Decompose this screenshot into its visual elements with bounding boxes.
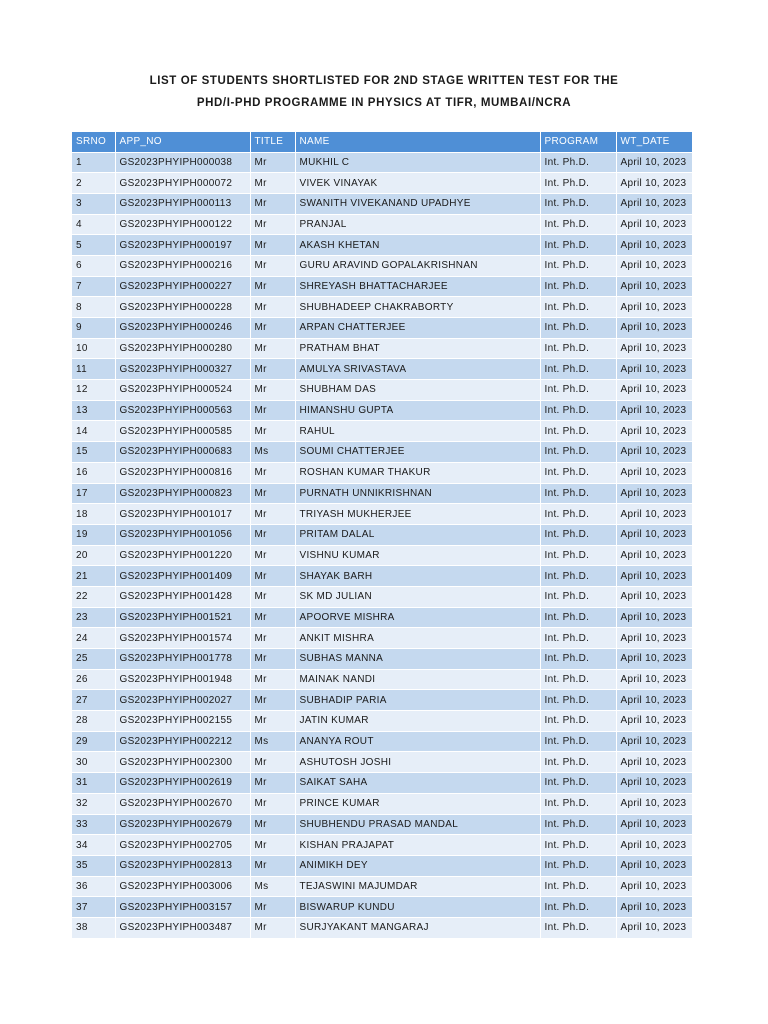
cell-wt-date: April 10, 2023: [616, 255, 692, 276]
cell-name: ARPAN CHATTERJEE: [295, 318, 540, 339]
cell-srno: 22: [72, 586, 115, 607]
cell-app-no: GS2023PHYIPH000816: [115, 462, 250, 483]
cell-name: TEJASWINI MAJUMDAR: [295, 876, 540, 897]
cell-title: Mr: [250, 566, 295, 587]
cell-program: Int. Ph.D.: [540, 669, 616, 690]
cell-name: BISWARUP KUNDU: [295, 897, 540, 918]
cell-title: Mr: [250, 504, 295, 525]
cell-srno: 16: [72, 462, 115, 483]
cell-title: Mr: [250, 690, 295, 711]
cell-wt-date: April 10, 2023: [616, 297, 692, 318]
cell-app-no: GS2023PHYIPH000228: [115, 297, 250, 318]
cell-srno: 1: [72, 152, 115, 173]
cell-program: Int. Ph.D.: [540, 524, 616, 545]
cell-wt-date: April 10, 2023: [616, 793, 692, 814]
cell-wt-date: April 10, 2023: [616, 917, 692, 938]
header-srno: SRNO: [72, 132, 115, 152]
table-row: [72, 566, 692, 587]
cell-program: Int. Ph.D.: [540, 628, 616, 649]
table-row: [72, 193, 692, 214]
table-row: [72, 607, 692, 628]
cell-app-no: GS2023PHYIPH000227: [115, 276, 250, 297]
table-row: [72, 773, 692, 794]
table-row: [72, 338, 692, 359]
cell-srno: 10: [72, 338, 115, 359]
cell-srno: 18: [72, 504, 115, 525]
cell-srno: 25: [72, 649, 115, 670]
cell-app-no: GS2023PHYIPH000038: [115, 152, 250, 173]
cell-srno: 26: [72, 669, 115, 690]
cell-program: Int. Ph.D.: [540, 897, 616, 918]
cell-title: Mr: [250, 607, 295, 628]
table-row: [72, 214, 692, 235]
cell-wt-date: April 10, 2023: [616, 524, 692, 545]
cell-title: Mr: [250, 338, 295, 359]
cell-app-no: GS2023PHYIPH001220: [115, 545, 250, 566]
cell-wt-date: April 10, 2023: [616, 276, 692, 297]
cell-name: KISHAN PRAJAPAT: [295, 835, 540, 856]
cell-srno: 36: [72, 876, 115, 897]
table-row: [72, 504, 692, 525]
cell-name: SHAYAK BARH: [295, 566, 540, 587]
cell-program: Int. Ph.D.: [540, 876, 616, 897]
cell-name: SOUMI CHATTERJEE: [295, 442, 540, 463]
cell-app-no: GS2023PHYIPH000280: [115, 338, 250, 359]
cell-srno: 5: [72, 235, 115, 256]
cell-wt-date: April 10, 2023: [616, 649, 692, 670]
cell-program: Int. Ph.D.: [540, 731, 616, 752]
header-title: TITLE: [250, 132, 295, 152]
cell-wt-date: April 10, 2023: [616, 359, 692, 380]
table-row: [72, 152, 692, 173]
cell-name: ANKIT MISHRA: [295, 628, 540, 649]
cell-app-no: GS2023PHYIPH001948: [115, 669, 250, 690]
cell-app-no: GS2023PHYIPH000122: [115, 214, 250, 235]
cell-title: Mr: [250, 318, 295, 339]
cell-title: Mr: [250, 400, 295, 421]
cell-program: Int. Ph.D.: [540, 318, 616, 339]
cell-wt-date: April 10, 2023: [616, 711, 692, 732]
table-row: [72, 255, 692, 276]
cell-app-no: GS2023PHYIPH002155: [115, 711, 250, 732]
cell-app-no: GS2023PHYIPH002813: [115, 855, 250, 876]
cell-srno: 35: [72, 855, 115, 876]
cell-srno: 4: [72, 214, 115, 235]
cell-name: PRANJAL: [295, 214, 540, 235]
cell-app-no: GS2023PHYIPH003157: [115, 897, 250, 918]
table-row: [72, 835, 692, 856]
cell-name: MUKHIL C: [295, 152, 540, 173]
cell-name: SUBHAS MANNA: [295, 649, 540, 670]
cell-title: Mr: [250, 814, 295, 835]
cell-title: Mr: [250, 235, 295, 256]
cell-name: APOORVE MISHRA: [295, 607, 540, 628]
shortlist-table: [72, 132, 693, 939]
cell-program: Int. Ph.D.: [540, 276, 616, 297]
cell-app-no: GS2023PHYIPH000823: [115, 483, 250, 504]
cell-srno: 34: [72, 835, 115, 856]
cell-title: Mr: [250, 669, 295, 690]
table-row: [72, 855, 692, 876]
cell-program: Int. Ph.D.: [540, 690, 616, 711]
header-name: NAME: [295, 132, 540, 152]
cell-wt-date: April 10, 2023: [616, 669, 692, 690]
cell-title: Mr: [250, 152, 295, 173]
cell-program: Int. Ph.D.: [540, 917, 616, 938]
cell-app-no: GS2023PHYIPH002300: [115, 752, 250, 773]
cell-title: Mr: [250, 835, 295, 856]
cell-program: Int. Ph.D.: [540, 173, 616, 194]
cell-wt-date: April 10, 2023: [616, 855, 692, 876]
cell-wt-date: April 10, 2023: [616, 214, 692, 235]
cell-srno: 15: [72, 442, 115, 463]
cell-srno: 38: [72, 917, 115, 938]
cell-wt-date: April 10, 2023: [616, 483, 692, 504]
cell-program: Int. Ph.D.: [540, 752, 616, 773]
cell-program: Int. Ph.D.: [540, 255, 616, 276]
table-body: [72, 152, 692, 938]
cell-program: Int. Ph.D.: [540, 152, 616, 173]
cell-srno: 7: [72, 276, 115, 297]
cell-name: SAIKAT SAHA: [295, 773, 540, 794]
cell-app-no: GS2023PHYIPH000246: [115, 318, 250, 339]
cell-program: Int. Ph.D.: [540, 442, 616, 463]
cell-wt-date: April 10, 2023: [616, 876, 692, 897]
cell-program: Int. Ph.D.: [540, 773, 616, 794]
cell-program: Int. Ph.D.: [540, 711, 616, 732]
table-row: [72, 462, 692, 483]
cell-title: Mr: [250, 462, 295, 483]
cell-srno: 27: [72, 690, 115, 711]
cell-app-no: GS2023PHYIPH000072: [115, 173, 250, 194]
table-row: [72, 545, 692, 566]
cell-srno: 12: [72, 380, 115, 401]
cell-wt-date: April 10, 2023: [616, 731, 692, 752]
table-row: [72, 649, 692, 670]
cell-program: Int. Ph.D.: [540, 193, 616, 214]
table-row: [72, 421, 692, 442]
cell-program: Int. Ph.D.: [540, 338, 616, 359]
cell-app-no: GS2023PHYIPH000216: [115, 255, 250, 276]
cell-title: Mr: [250, 711, 295, 732]
cell-program: Int. Ph.D.: [540, 835, 616, 856]
cell-app-no: GS2023PHYIPH002027: [115, 690, 250, 711]
cell-srno: 6: [72, 255, 115, 276]
cell-app-no: GS2023PHYIPH002705: [115, 835, 250, 856]
cell-title: Mr: [250, 255, 295, 276]
cell-wt-date: April 10, 2023: [616, 773, 692, 794]
cell-title: Mr: [250, 628, 295, 649]
table-row: [72, 669, 692, 690]
cell-title: Mr: [250, 586, 295, 607]
table-row: [72, 235, 692, 256]
cell-program: Int. Ph.D.: [540, 214, 616, 235]
cell-srno: 21: [72, 566, 115, 587]
cell-app-no: GS2023PHYIPH002619: [115, 773, 250, 794]
cell-name: JATIN KUMAR: [295, 711, 540, 732]
cell-title: Mr: [250, 359, 295, 380]
cell-name: ANANYA ROUT: [295, 731, 540, 752]
cell-name: PRINCE KUMAR: [295, 793, 540, 814]
table-row: [72, 731, 692, 752]
cell-wt-date: April 10, 2023: [616, 545, 692, 566]
table-row: [72, 917, 692, 938]
cell-title: Mr: [250, 276, 295, 297]
table-row: [72, 318, 692, 339]
table-row: [72, 586, 692, 607]
cell-name: ASHUTOSH JOSHI: [295, 752, 540, 773]
cell-name: AMULYA SRIVASTAVA: [295, 359, 540, 380]
table-row: [72, 814, 692, 835]
cell-title: Mr: [250, 214, 295, 235]
cell-title: Mr: [250, 897, 295, 918]
page-title: [0, 70, 768, 114]
cell-name: GURU ARAVIND GOPALAKRISHNAN: [295, 255, 540, 276]
cell-title: Mr: [250, 793, 295, 814]
cell-app-no: GS2023PHYIPH001428: [115, 586, 250, 607]
cell-title: Mr: [250, 752, 295, 773]
cell-program: Int. Ph.D.: [540, 566, 616, 587]
cell-title: Mr: [250, 483, 295, 504]
cell-name: ROSHAN KUMAR THAKUR: [295, 462, 540, 483]
cell-wt-date: April 10, 2023: [616, 400, 692, 421]
cell-srno: 24: [72, 628, 115, 649]
table-row: [72, 483, 692, 504]
cell-app-no: GS2023PHYIPH000563: [115, 400, 250, 421]
cell-program: Int. Ph.D.: [540, 400, 616, 421]
cell-name: MAINAK NANDI: [295, 669, 540, 690]
cell-app-no: GS2023PHYIPH003487: [115, 917, 250, 938]
cell-wt-date: April 10, 2023: [616, 421, 692, 442]
cell-srno: 20: [72, 545, 115, 566]
cell-wt-date: April 10, 2023: [616, 835, 692, 856]
cell-srno: 30: [72, 752, 115, 773]
cell-name: TRIYASH MUKHERJEE: [295, 504, 540, 525]
cell-name: PRATHAM BHAT: [295, 338, 540, 359]
cell-wt-date: April 10, 2023: [616, 814, 692, 835]
cell-title: Mr: [250, 524, 295, 545]
cell-title: Mr: [250, 773, 295, 794]
cell-app-no: GS2023PHYIPH000683: [115, 442, 250, 463]
cell-srno: 23: [72, 607, 115, 628]
cell-name: AKASH KHETAN: [295, 235, 540, 256]
cell-program: Int. Ph.D.: [540, 649, 616, 670]
cell-wt-date: April 10, 2023: [616, 380, 692, 401]
cell-name: RAHUL: [295, 421, 540, 442]
cell-program: Int. Ph.D.: [540, 793, 616, 814]
cell-program: Int. Ph.D.: [540, 421, 616, 442]
cell-name: PURNATH UNNIKRISHNAN: [295, 483, 540, 504]
cell-title: Mr: [250, 545, 295, 566]
cell-app-no: GS2023PHYIPH001778: [115, 649, 250, 670]
cell-name: SHUBHAM DAS: [295, 380, 540, 401]
cell-app-no: GS2023PHYIPH003006: [115, 876, 250, 897]
cell-program: Int. Ph.D.: [540, 586, 616, 607]
cell-srno: 28: [72, 711, 115, 732]
cell-program: Int. Ph.D.: [540, 545, 616, 566]
cell-srno: 29: [72, 731, 115, 752]
cell-program: Int. Ph.D.: [540, 814, 616, 835]
table-row: [72, 297, 692, 318]
cell-name: SHUBHADEEP CHAKRABORTY: [295, 297, 540, 318]
cell-wt-date: April 10, 2023: [616, 338, 692, 359]
cell-app-no: GS2023PHYIPH002212: [115, 731, 250, 752]
table-row: [72, 690, 692, 711]
cell-srno: 8: [72, 297, 115, 318]
cell-title: Mr: [250, 917, 295, 938]
table-row: [72, 173, 692, 194]
cell-wt-date: April 10, 2023: [616, 442, 692, 463]
cell-name: SHUBHENDU PRASAD MANDAL: [295, 814, 540, 835]
table-row: [72, 380, 692, 401]
cell-app-no: GS2023PHYIPH000197: [115, 235, 250, 256]
table-row: [72, 876, 692, 897]
table-row: [72, 897, 692, 918]
cell-wt-date: April 10, 2023: [616, 193, 692, 214]
cell-wt-date: April 10, 2023: [616, 462, 692, 483]
cell-wt-date: April 10, 2023: [616, 235, 692, 256]
header-app-no: APP_NO: [115, 132, 250, 152]
cell-srno: 9: [72, 318, 115, 339]
cell-wt-date: April 10, 2023: [616, 607, 692, 628]
cell-wt-date: April 10, 2023: [616, 504, 692, 525]
cell-srno: 11: [72, 359, 115, 380]
cell-program: Int. Ph.D.: [540, 297, 616, 318]
table-row: [72, 793, 692, 814]
table-row: [72, 442, 692, 463]
cell-program: Int. Ph.D.: [540, 855, 616, 876]
cell-app-no: GS2023PHYIPH000327: [115, 359, 250, 380]
cell-name: VISHNU KUMAR: [295, 545, 540, 566]
cell-wt-date: April 10, 2023: [616, 173, 692, 194]
cell-title: Ms: [250, 442, 295, 463]
header-program: PROGRAM: [540, 132, 616, 152]
cell-srno: 13: [72, 400, 115, 421]
cell-app-no: GS2023PHYIPH000113: [115, 193, 250, 214]
cell-title: Mr: [250, 297, 295, 318]
cell-wt-date: April 10, 2023: [616, 897, 692, 918]
cell-srno: 33: [72, 814, 115, 835]
cell-app-no: GS2023PHYIPH000585: [115, 421, 250, 442]
cell-title: Ms: [250, 731, 295, 752]
cell-app-no: GS2023PHYIPH001521: [115, 607, 250, 628]
cell-srno: 32: [72, 793, 115, 814]
cell-program: Int. Ph.D.: [540, 462, 616, 483]
table-row: [72, 752, 692, 773]
cell-name: SURJYAKANT MANGARAJ: [295, 917, 540, 938]
cell-wt-date: April 10, 2023: [616, 152, 692, 173]
cell-app-no: GS2023PHYIPH001056: [115, 524, 250, 545]
cell-wt-date: April 10, 2023: [616, 586, 692, 607]
cell-wt-date: April 10, 2023: [616, 628, 692, 649]
cell-title: Mr: [250, 193, 295, 214]
cell-name: HIMANSHU GUPTA: [295, 400, 540, 421]
table-row: [72, 359, 692, 380]
cell-wt-date: April 10, 2023: [616, 318, 692, 339]
cell-name: ANIMIKH DEY: [295, 855, 540, 876]
cell-srno: 17: [72, 483, 115, 504]
cell-title: Mr: [250, 855, 295, 876]
table-header: [72, 132, 692, 152]
cell-title: Mr: [250, 380, 295, 401]
cell-title: Mr: [250, 649, 295, 670]
table-row: [72, 711, 692, 732]
cell-name: PRITAM DALAL: [295, 524, 540, 545]
cell-app-no: GS2023PHYIPH002679: [115, 814, 250, 835]
cell-wt-date: April 10, 2023: [616, 752, 692, 773]
cell-srno: 37: [72, 897, 115, 918]
cell-srno: 19: [72, 524, 115, 545]
cell-program: Int. Ph.D.: [540, 483, 616, 504]
title-line-1: LIST OF STUDENTS SHORTLISTED FOR 2ND STAGE WRITTEN TEST FOR THE: [149, 75, 619, 87]
cell-title: Mr: [250, 421, 295, 442]
header-wt-date: WT_DATE: [616, 132, 692, 152]
cell-wt-date: April 10, 2023: [616, 566, 692, 587]
cell-name: SWANITH VIVEKANAND UPADHYE: [295, 193, 540, 214]
title-line-2: PHD/I-PHD PROGRAMME IN PHYSICS AT TIFR, MUMBAI/NCRA: [196, 97, 572, 109]
table-row: [72, 276, 692, 297]
cell-app-no: GS2023PHYIPH001574: [115, 628, 250, 649]
cell-app-no: GS2023PHYIPH001409: [115, 566, 250, 587]
cell-program: Int. Ph.D.: [540, 359, 616, 380]
cell-srno: 14: [72, 421, 115, 442]
cell-app-no: GS2023PHYIPH002670: [115, 793, 250, 814]
cell-srno: 3: [72, 193, 115, 214]
table-row: [72, 400, 692, 421]
cell-name: SK MD JULIAN: [295, 586, 540, 607]
cell-name: VIVEK VINAYAK: [295, 173, 540, 194]
cell-program: Int. Ph.D.: [540, 380, 616, 401]
table-row: [72, 628, 692, 649]
cell-title: Ms: [250, 876, 295, 897]
cell-srno: 2: [72, 173, 115, 194]
cell-program: Int. Ph.D.: [540, 607, 616, 628]
cell-wt-date: April 10, 2023: [616, 690, 692, 711]
cell-name: SHREYASH BHATTACHARJEE: [295, 276, 540, 297]
cell-title: Mr: [250, 173, 295, 194]
header-row: [72, 132, 692, 152]
cell-srno: 31: [72, 773, 115, 794]
table-row: [72, 524, 692, 545]
cell-app-no: GS2023PHYIPH001017: [115, 504, 250, 525]
cell-program: Int. Ph.D.: [540, 504, 616, 525]
cell-app-no: GS2023PHYIPH000524: [115, 380, 250, 401]
cell-name: SUBHADIP PARIA: [295, 690, 540, 711]
cell-program: Int. Ph.D.: [540, 235, 616, 256]
